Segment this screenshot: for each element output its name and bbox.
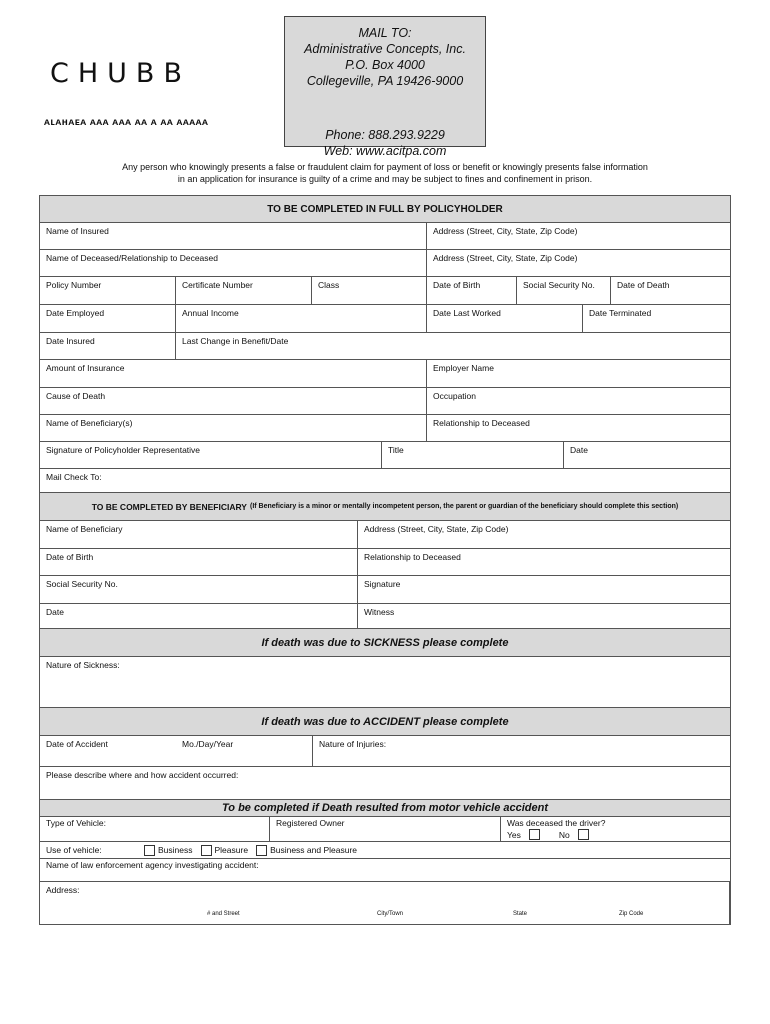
policyholder-date-field[interactable]: Date	[570, 445, 588, 455]
state-caption: State	[513, 911, 528, 917]
dob-field[interactable]: Date of Birth	[427, 277, 517, 304]
witness-field[interactable]: Witness	[364, 607, 395, 617]
mail-to-address2: Collegeville, PA 19426-9000	[306, 74, 464, 88]
certificate-number-field[interactable]: Certificate Number	[176, 277, 312, 304]
zip-caption: Zip Code	[619, 911, 644, 917]
street-caption: # and Street	[207, 911, 240, 917]
insured-address-field[interactable]: Address (Street, City, State, Zip Code)	[433, 226, 578, 236]
beneficiary-names-field[interactable]: Name of Beneficiary(s)	[40, 415, 427, 441]
date-of-accident-field[interactable]: Date of Accident Mo./Day/Year	[40, 736, 313, 766]
driver-no-checkbox[interactable]	[578, 829, 589, 840]
beneficiary-header: TO BE COMPLETED BY BENEFICIARY (If Beneficiary is a minor or mentally incompetent person, the parent or guardian of the beneficiary should complete this section)	[40, 493, 730, 521]
date-terminated-field[interactable]: Date Terminated	[589, 308, 652, 318]
employer-name-field[interactable]: Employer Name	[433, 363, 494, 373]
driver-yes-checkbox[interactable]	[529, 829, 540, 840]
accident-header: If death was due to ACCIDENT please complete	[40, 708, 730, 736]
pleasure-checkbox[interactable]	[201, 845, 212, 856]
mail-to-phone: Phone: 888.293.9229	[325, 128, 445, 142]
nature-of-injuries-field[interactable]: Nature of Injuries:	[319, 739, 387, 749]
relationship-field[interactable]: Relationship to Deceased	[433, 418, 530, 428]
driver-question: Was deceased the driver? Yes No	[507, 818, 606, 840]
claim-form	[39, 195, 731, 925]
agency-address-field[interactable]: Address:	[40, 882, 730, 924]
policyholder-signature-field[interactable]: Signature of Policyholder Representative	[40, 442, 382, 468]
beneficiary-relationship-field[interactable]: Relationship to Deceased	[364, 552, 461, 562]
sickness-header: If death was due to SICKNESS please complete	[40, 629, 730, 657]
business-pleasure-checkbox[interactable]	[256, 845, 267, 856]
ssn-field[interactable]: Social Security No.	[517, 277, 611, 304]
mail-to-company: Administrative Concepts, Inc.	[304, 42, 466, 56]
date-insured-field[interactable]: Date Insured	[40, 333, 176, 359]
mail-check-field[interactable]: Mail Check To:	[46, 472, 102, 482]
beneficiary-name-field[interactable]: Name of Beneficiary	[40, 521, 358, 548]
date-employed-field[interactable]: Date Employed	[40, 305, 176, 332]
title-field[interactable]: Title	[382, 442, 564, 468]
beneficiary-address-field[interactable]: Address (Street, City, State, Zip Code)	[364, 524, 509, 534]
accident-description-field[interactable]: Please describe where and how accident occurred:	[46, 770, 239, 780]
deceased-address-field[interactable]: Address (Street, City, State, Zip Code)	[433, 253, 578, 263]
mail-to-web: Web: www.acitpa.com	[323, 144, 447, 158]
date-last-worked-field[interactable]: Date Last Worked	[427, 305, 583, 332]
fraud-notice-line2: in an application for insurance is guilty of a crime and may be subject to fines and confinement in prison.	[177, 174, 593, 184]
beneficiary-ssn-field[interactable]: Social Security No.	[40, 576, 358, 603]
policy-number-field[interactable]: Policy Number	[40, 277, 176, 304]
cause-of-death-field[interactable]: Cause of Death	[40, 388, 427, 414]
vehicle-type-field[interactable]: Type of Vehicle:	[40, 817, 270, 841]
mail-to-title: MAIL TO:	[358, 26, 412, 40]
vehicle-header: To be completed if Death resulted from motor vehicle accident	[40, 800, 730, 817]
mail-to-box	[284, 16, 486, 158]
logo-subline: ᴀʟᴀʜᴀᴇᴀ ᴀᴀᴀ ᴀᴀᴀ ᴀᴀ ᴀ ᴀᴀ ᴀᴀᴀᴀᴀ	[44, 117, 209, 128]
nature-of-sickness-field[interactable]: Nature of Sickness:	[46, 660, 120, 670]
fraud-notice-line1: Any person who knowingly presents a false or fraudulent claim for payment of loss or benefit or knowingly presents false information	[122, 162, 648, 172]
beneficiary-dob-field[interactable]: Date of Birth	[40, 549, 358, 575]
policyholder-header: TO BE COMPLETED IN FULL BY POLICYHOLDER	[40, 196, 730, 223]
amount-insurance-field[interactable]: Amount of Insurance	[40, 360, 427, 387]
last-change-field[interactable]: Last Change in Benefit/Date	[182, 336, 289, 346]
name-deceased-field[interactable]: Name of Deceased/Relationship to Deceased	[40, 250, 427, 276]
law-enforcement-agency-field[interactable]: Name of law enforcement agency investigating accident:	[46, 860, 259, 870]
class-field[interactable]: Class	[312, 277, 427, 304]
chubb-logo: CHUBB	[50, 58, 191, 89]
fraud-notice	[60, 161, 710, 185]
registered-owner-field[interactable]: Registered Owner	[270, 817, 501, 841]
name-of-insured-field[interactable]: Name of Insured	[40, 223, 427, 249]
beneficiary-date-field[interactable]: Date	[40, 604, 358, 628]
annual-income-field[interactable]: Annual Income	[176, 305, 427, 332]
occupation-field[interactable]: Occupation	[433, 391, 476, 401]
dod-field[interactable]: Date of Death	[617, 280, 670, 290]
mail-to-address1: P.O. Box 4000	[345, 58, 425, 72]
beneficiary-signature-field[interactable]: Signature	[364, 579, 401, 589]
business-checkbox[interactable]	[144, 845, 155, 856]
vehicle-use-row: Use of vehicle: Business Pleasure Business and Pleasure	[40, 842, 730, 859]
city-caption: City/Town	[377, 911, 404, 917]
